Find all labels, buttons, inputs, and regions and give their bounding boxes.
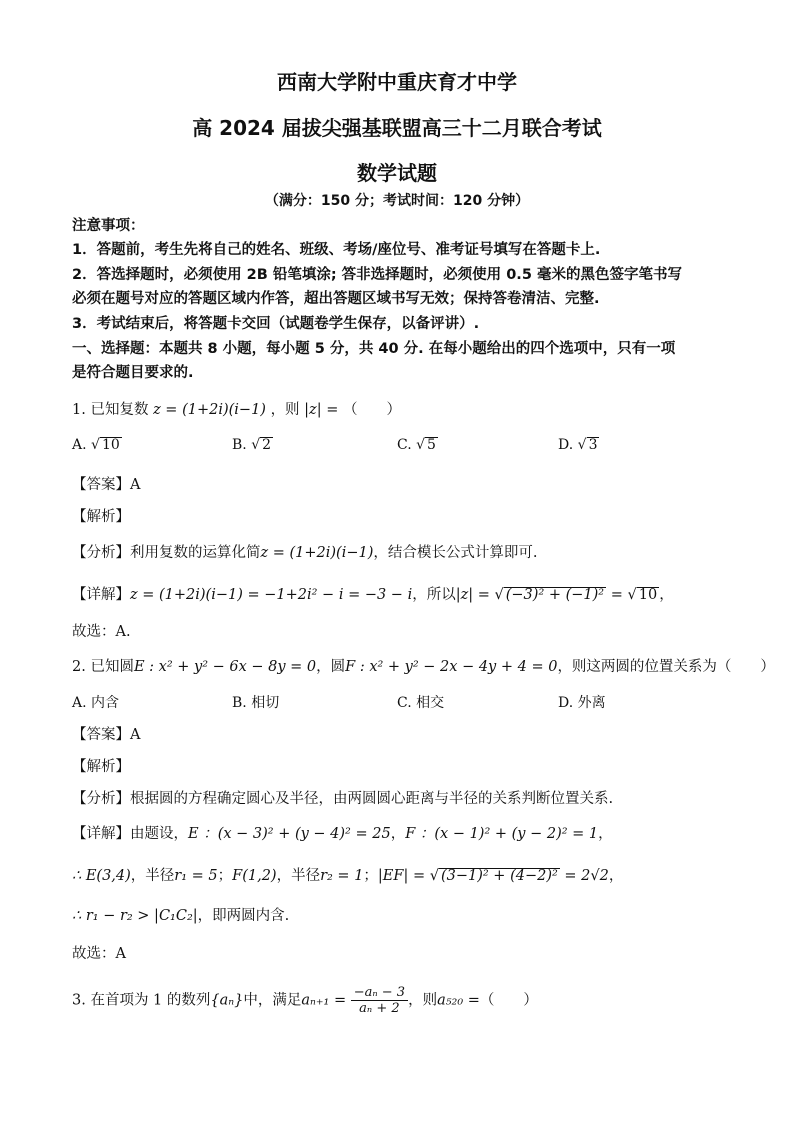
q1-answer-label: 【答案】 [72, 477, 130, 493]
q2-fenxi-label: 【分析】 [72, 791, 130, 807]
q2-radius-1: r₁ = 5 [174, 868, 218, 884]
q2-option-c: C. 相交 [397, 695, 445, 711]
q1-fenxi-a: 利用复数的运算化简 [130, 545, 261, 561]
q1-fenxi [72, 541, 732, 562]
q2-fenxi [72, 787, 732, 808]
q1-option-b: B. √ 2 [232, 437, 272, 453]
q1-answer-value: A [130, 477, 141, 493]
q1-option-d-value: 3 [588, 437, 598, 453]
q3-fraction [351, 985, 408, 1016]
exam-title: 高 2024 届拔尖强基联盟高三十二月联合考试 [192, 116, 602, 140]
q2-detail-f: F ：(x − 1)² + (y − 2)² = 1 [405, 826, 599, 842]
q2-e-equation: E : x² + y² − 6x − 8y = 0 [133, 659, 317, 675]
q1-fenxi-label: 【分析】 [72, 545, 130, 561]
q1-option-c: C. √ 5 [397, 437, 436, 453]
q2-f-equation: F : x² + y² − 2x − 4y + 4 = 0 [345, 659, 558, 675]
q2-distance-result: = 2√2 [564, 868, 609, 884]
q2-distance-label: |EF| = [377, 868, 426, 884]
q2-detail-label: 【详解】 [72, 826, 130, 842]
q1-answer [72, 473, 732, 494]
school-title: 西南大学附中重庆育才中学 [277, 70, 517, 94]
q2-detail-end: ， [598, 826, 613, 842]
q2-detail-line2: ∴ E(3,4)，半径r₁ = 5；F(1,2)，半径r₂ = 1；|EF| = √ (3−1)² + (4−2)² = 2√2， [72, 868, 624, 884]
q1-abs: |z| = [304, 402, 339, 418]
q1-expr: z = (1+2i)(i−1) [153, 402, 266, 418]
q2-detail-e: E ：(x − 3)² + (y − 4)² = 25 [188, 826, 391, 842]
q2-distance-root: (3−1)² + (4−2)² [440, 868, 558, 884]
q1-option-b-label: B. [232, 437, 247, 453]
q2-option-a: A. 内含 [72, 695, 120, 711]
q3-numerator: −aₙ − 3 [351, 985, 408, 1001]
q1-option-a-value: 10 [101, 437, 120, 453]
q1-detail-abs: |z| = [455, 587, 490, 603]
q3-lhs: aₙ₊₁ = [301, 992, 347, 1009]
q1-conclusion: 故选：A. [72, 624, 131, 640]
q1-detail-end: ， [659, 587, 674, 603]
q1-detail-eq: = [610, 587, 623, 603]
q2-analysis-label: 【解析】 [72, 759, 130, 775]
q1-detail-expr: z = (1+2i)(i−1) = −1+2i² − i = −3 − i [130, 587, 413, 603]
q1-mid: ，则 [270, 402, 300, 418]
q2-l2-b: ，半径 [130, 868, 175, 884]
note-2a: 2．答选择题时，必须使用 2B 铅笔填涂; 答非选择题时，必须使用 0.5 毫米的黑色签字笔书写 [72, 267, 682, 283]
q3-sequence: {aₙ} [210, 992, 244, 1009]
q2-detail-sep: ， [390, 826, 406, 842]
q2-answer-label: 【答案】 [72, 727, 130, 743]
q1-option-d-label: D. [558, 437, 574, 453]
q2-detail [72, 822, 732, 843]
q2-radius-2: r₂ = 1 [320, 868, 364, 884]
q2-conclusion: 故选：A [72, 946, 126, 962]
q2-detail-a: 由题设， [130, 826, 188, 842]
q2-l2-end: ， [608, 868, 624, 884]
notes-heading: 注意事项： [72, 218, 145, 234]
q2-fenxi-text: 根据圆的方程确定圆心及半径，由两圆圆心距离与半径的关系判断位置关系. [130, 791, 614, 807]
q1-stem [72, 398, 732, 419]
q2-l3-text: ，即两圆内含. [197, 908, 290, 924]
q2-suffix: ，则这两圆的位置关系为（ ） [557, 659, 775, 675]
q1-fenxi-b: ，结合模长公式计算即可. [373, 545, 538, 561]
q2-answer-value: A [130, 727, 141, 743]
q2-center-e: ∴ E(3,4) [72, 868, 131, 884]
q1-prefix: 1. 已知复数 [72, 402, 149, 418]
note-2b: 必须在题号对应的答题区域内作答，超出答题区域书写无效；保持答卷清洁、完整. [72, 291, 600, 307]
q1-analysis-label: 【解析】 [72, 509, 130, 525]
q3-prefix: 3. 在首项为 1 的数列 [72, 992, 211, 1009]
subject-title: 数学试题 [357, 161, 437, 185]
q1-option-a-label: A. [72, 437, 87, 453]
q2-answer [72, 723, 732, 744]
q2-option-b: B. 相切 [232, 695, 280, 711]
note-3: 3．考试结束后，将答题卡交回（试题卷学生保存，以备评讲）. [72, 316, 480, 332]
q2-l2-d: ，半径 [276, 868, 321, 884]
q1-option-b-value: 2 [262, 437, 272, 453]
q3-mid2: ，则 [408, 992, 438, 1009]
exam-info: （满分：150 分；考试时间：120 分钟） [264, 193, 530, 209]
q2-l2-e: ； [363, 868, 378, 884]
q3-mid: 中，满足 [243, 992, 302, 1009]
q3-stem [72, 985, 732, 1016]
q2-option-d: D. 外离 [558, 695, 606, 711]
q1-detail-mid: ，所以 [412, 587, 456, 603]
q1-detail-result: 10 [638, 587, 658, 603]
q1-detail: 【详解】z = (1+2i)(i−1) = −1+2i² − i = −3 − i，所以|z| = √ (−3)² + (−1)² = √ 10 ， [72, 587, 674, 603]
q2-detail-line3 [72, 904, 732, 925]
q3-denominator: aₙ + 2 [359, 1001, 400, 1016]
q2-stem [72, 655, 775, 676]
q1-detail-root: (−3)² + (−1)² [505, 587, 605, 603]
q2-mid: ，圆 [316, 659, 346, 675]
q3-paren: （ ） [479, 992, 538, 1009]
q1-option-d: D. √ 3 [558, 437, 598, 453]
q1-option-c-value: 5 [427, 437, 436, 453]
q2-center-f: F(1,2) [232, 868, 277, 884]
q2-prefix: 2. 已知圆 [72, 659, 134, 675]
section1-line2: 是符合题目要求的. [72, 365, 194, 381]
note-1: 1．答题前，考生先将自己的姓名、班级、考场/座位号、准考证号填写在答题卡上. [72, 242, 601, 258]
section1-line1: 一、选择题：本题共 8 小题，每小题 5 分，共 40 分. 在每小题给出的四个选项中，只有一项 [72, 341, 676, 357]
q1-detail-label: 【详解】 [72, 587, 130, 603]
q1-option-a: A. √ 10 [72, 437, 120, 453]
q1-paren: （ ） [342, 402, 401, 418]
q3-target: a₅₂₀ = [437, 992, 480, 1009]
q1-option-c-label: C. [397, 437, 412, 453]
q2-l2-c: ； [217, 868, 233, 884]
q2-inequality: ∴ r₁ − r₂ > |C₁C₂| [72, 908, 198, 924]
q1-fenxi-expr: z = (1+2i)(i−1) [260, 545, 374, 561]
